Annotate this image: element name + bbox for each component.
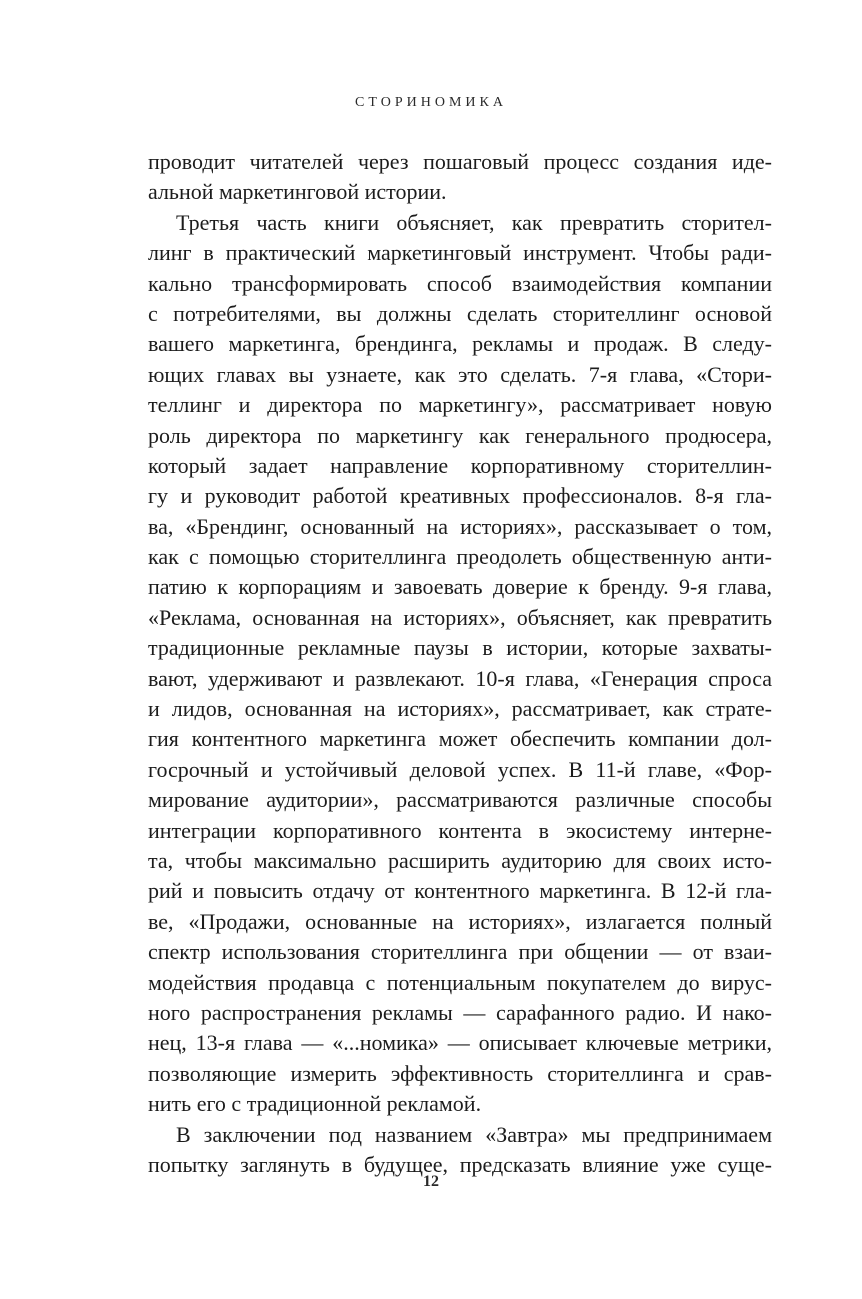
text-line: нец, 13-я глава — «...номика» — описывает ключевые метрики, [148,1030,772,1056]
text-line: роль директора по маркетингу как генерального продюсера, [148,422,772,448]
body-text [148,147,772,1180]
text-line: «Реклама, основанная на историях», объясняет, как превратить [148,604,772,630]
text-line: мирование аудитории», рассматриваются различные способы [148,787,772,813]
text-line: альной маркетинговой истории. [148,179,447,205]
text-line: теллинг и директора по маркетингу», рассматривает новую [148,392,772,418]
page-number: 12 [423,1173,439,1190]
text-line: В заключении под названием «Завтра» мы предпринимаем [176,1121,772,1147]
text-line: та, чтобы максимально расширить аудиторию для своих исто- [148,847,772,873]
text-line: линг в практический маркетинговый инструмент. Чтобы ради- [148,240,772,266]
text-line: интеграции корпоративного контента в экосистему интерне- [148,817,772,843]
text-line: вают, удерживают и развлекают. 10-я глава, «Генерация спроса [148,665,772,691]
text-line: Третья часть книги объясняет, как превратить сторител- [176,209,772,235]
text-line: как с помощью сторителлинга преодолеть общественную анти- [148,544,772,570]
text-line: гия контентного маркетинга может обеспечить компании дол- [148,726,772,752]
text-line: позволяющие измерить эффективность сторителлинга и срав- [148,1060,772,1086]
text-line: ющих главах вы узнаете, как это сделать. 7-я глава, «Стори- [148,361,772,387]
text-line: рий и повысить отдачу от контентного маркетинга. В 12-й гла- [148,878,772,904]
text-line: гу и руководит работой креативных профессионалов. 8-я гла- [148,483,772,509]
text-line: госрочный и устойчивый деловой успех. В 11-й главе, «Фор- [148,756,772,782]
text-line: ва, «Брендинг, основанный на историях», рассказывает о том, [148,513,772,539]
text-line: кально трансформировать способ взаимодействия компании [148,270,772,296]
text-line: спектр использования сторителлинга при общении — от взаи- [148,939,772,965]
text-line: проводит читателей через пошаговый процесс создания иде- [148,149,772,174]
text-line: который задает направление корпоративному сторителлин- [148,452,772,478]
text-line: традиционные рекламные паузы в истории, которые захваты- [148,635,772,661]
text-line: и лидов, основанная на историях», рассматривает, как страте- [148,696,772,722]
text-line: модействия продавца с потенциальным покупателем до вирус- [148,969,772,995]
running-header: СТОРИНОМИКА [355,95,507,110]
text-line: с потребителями, вы должны сделать сторителлинг основой [148,300,772,326]
text-line: патию к корпорациям и завоевать доверие к бренду. 9-я глава, [148,574,772,600]
text-line: вашего маркетинга, брендинга, рекламы и продаж. В следу- [148,331,772,357]
text-line: ве, «Продажи, основанные на историях», излагается полный [148,908,772,934]
text-line: нить его с традиционной рекламой. [148,1091,482,1117]
text-line: ного распространения рекламы — сарафанного радио. И нако- [148,999,772,1025]
text-line: попытку заглянуть в будущее, предсказать влияние уже суще- [148,1151,772,1177]
